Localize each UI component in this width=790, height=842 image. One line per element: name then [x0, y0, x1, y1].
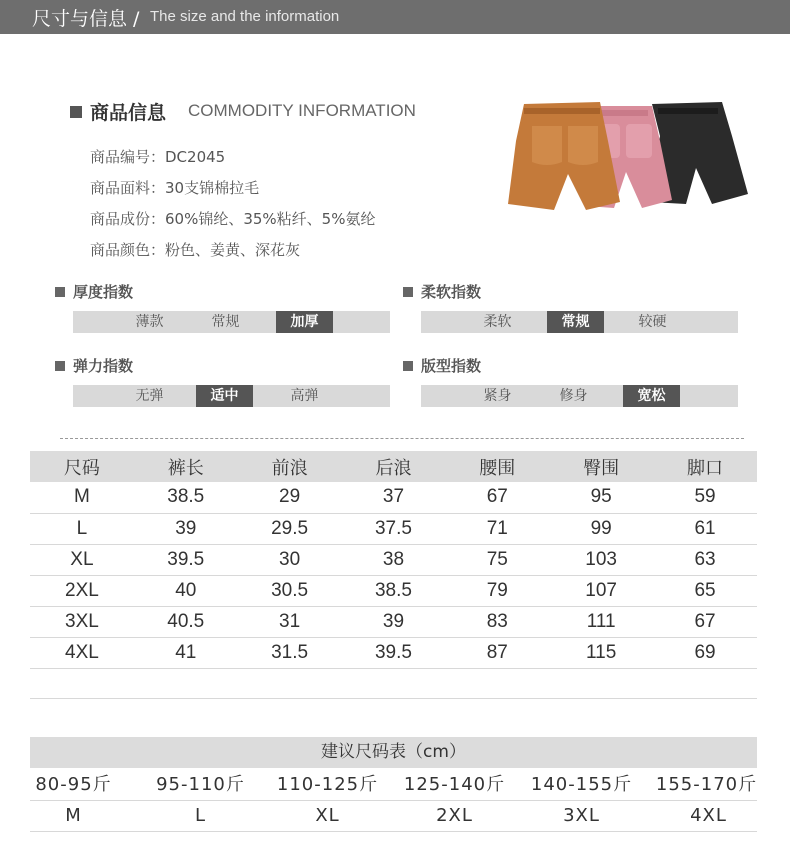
elasticity-option-moderate: 适中: [196, 385, 253, 407]
table-cell: 38.5: [134, 482, 238, 513]
table-cell: 115: [549, 637, 653, 668]
elasticity-index-bar: [73, 385, 390, 407]
recommended-size: 3XL: [563, 805, 600, 826]
weight-range: 125-140斤: [403, 774, 506, 795]
weight-range: 80-95斤: [35, 774, 112, 795]
size-table-header: [30, 451, 757, 482]
table-cell: 37: [342, 482, 446, 513]
fit-option-tight: 紧身: [483, 388, 512, 404]
weight-range: 140-155斤: [530, 774, 633, 795]
square-bullet-icon: [70, 106, 82, 118]
table-cell: 40: [134, 575, 238, 606]
fit-option-loose: 宽松: [623, 385, 680, 407]
section-divider: [30, 698, 757, 699]
table-cell: 83: [445, 606, 549, 637]
elasticity-option-high: 高弹: [290, 388, 319, 404]
table-row: [30, 637, 757, 668]
table-cell: 37.5: [342, 513, 446, 544]
product-shorts-image: [500, 96, 752, 216]
table-cell: 99: [549, 513, 653, 544]
table-cell: 107: [549, 575, 653, 606]
softness-option-hard: 较硬: [638, 314, 667, 330]
table-cell: 95: [549, 482, 653, 513]
table-cell: 69: [653, 637, 757, 668]
table-cell: 61: [653, 513, 757, 544]
thickness-option-regular: 常规: [211, 314, 240, 330]
table-row: [30, 575, 757, 606]
table-cell: 39: [134, 513, 238, 544]
size-table: [30, 451, 757, 669]
info-fabric: 商品面料：30支锦棉拉毛: [90, 179, 260, 197]
header-title-cn: 尺寸与信息 /: [32, 8, 140, 30]
fit-option-slim: 修身: [559, 388, 588, 404]
softness-index-bar: [421, 311, 738, 333]
weight-range: 95-110斤: [156, 774, 245, 795]
table-row: [30, 482, 757, 513]
square-bullet-icon: [403, 287, 413, 297]
table-cell: 31: [238, 606, 342, 637]
table-cell: L: [30, 513, 134, 544]
recommended-size: M: [65, 805, 82, 826]
table-cell: 71: [445, 513, 549, 544]
table-cell: 111: [549, 606, 653, 637]
header-front-rise: 前浪: [238, 451, 342, 482]
table-cell: 2XL: [30, 575, 134, 606]
table-row: [30, 513, 757, 544]
table-cell: 38: [342, 544, 446, 575]
recommended-size: 2XL: [436, 805, 473, 826]
table-cell: 4XL: [30, 637, 134, 668]
table-cell: 29: [238, 482, 342, 513]
recommended-size: 4XL: [690, 805, 727, 826]
recommended-size: L: [194, 805, 207, 826]
thickness-option-thick: 加厚: [276, 311, 333, 333]
recommend-title: 建议尺码表（cm）: [30, 737, 757, 768]
table-cell: 29.5: [238, 513, 342, 544]
header-length: 裤长: [134, 451, 238, 482]
table-cell: 103: [549, 544, 653, 575]
info-colors: 商品颜色：粉色、姜黄、深花灰: [90, 241, 301, 259]
fit-index-title: 版型指数: [403, 355, 481, 376]
recommended-size: XL: [315, 805, 340, 826]
weight-range: 110-125斤: [276, 774, 379, 795]
table-cell: 3XL: [30, 606, 134, 637]
weight-range: 155-170斤: [655, 774, 758, 795]
table-cell: 65: [653, 575, 757, 606]
elasticity-index-title: 弹力指数: [55, 355, 133, 376]
table-cell: M: [30, 482, 134, 513]
header-hem: 脚口: [653, 451, 757, 482]
table-cell: 39.5: [134, 544, 238, 575]
table-cell: 59: [653, 482, 757, 513]
dashed-divider: [60, 438, 744, 439]
commodity-title-en: COMMODITY INFORMATION: [188, 101, 416, 120]
table-cell: 30: [238, 544, 342, 575]
table-cell: 79: [445, 575, 549, 606]
thickness-index-bar: [73, 311, 390, 333]
thickness-option-thin: 薄款: [135, 314, 164, 330]
table-cell: 75: [445, 544, 549, 575]
row-divider: [30, 831, 757, 832]
table-cell: 63: [653, 544, 757, 575]
table-cell: 30.5: [238, 575, 342, 606]
header-hip: 臀围: [549, 451, 653, 482]
table-cell: 87: [445, 637, 549, 668]
header-size: 尺码: [30, 451, 134, 482]
header-title-en: The size and the information: [150, 8, 340, 25]
table-cell: XL: [30, 544, 134, 575]
table-cell: 39.5: [342, 637, 446, 668]
table-row: [30, 606, 757, 637]
header-bar: [0, 0, 790, 34]
table-cell: 40.5: [134, 606, 238, 637]
softness-option-regular: 常规: [547, 311, 604, 333]
table-cell: 39: [342, 606, 446, 637]
table-cell: 67: [445, 482, 549, 513]
table-row: [30, 544, 757, 575]
softness-index-title: 柔软指数: [403, 281, 481, 302]
fit-index-bar: [421, 385, 738, 407]
softness-option-soft: 柔软: [483, 314, 512, 330]
elasticity-option-none: 无弹: [135, 388, 164, 404]
ginger-shorts: [508, 102, 620, 210]
recommend-sizes-row: [10, 801, 770, 831]
square-bullet-icon: [403, 361, 413, 371]
table-cell: 38.5: [342, 575, 446, 606]
info-product-code: 商品编号：DC2045: [90, 148, 226, 166]
info-composition: 商品成份：60%锦纶、35%粘纤、5%氨纶: [90, 210, 376, 228]
table-cell: 41: [134, 637, 238, 668]
header-back-rise: 后浪: [342, 451, 446, 482]
thickness-index-title: 厚度指数: [55, 281, 133, 302]
table-cell: 31.5: [238, 637, 342, 668]
header-waist: 腰围: [445, 451, 549, 482]
recommend-weights-row: [10, 770, 770, 800]
square-bullet-icon: [55, 287, 65, 297]
commodity-title-cn: 商品信息: [90, 102, 167, 124]
square-bullet-icon: [55, 361, 65, 371]
table-cell: 67: [653, 606, 757, 637]
